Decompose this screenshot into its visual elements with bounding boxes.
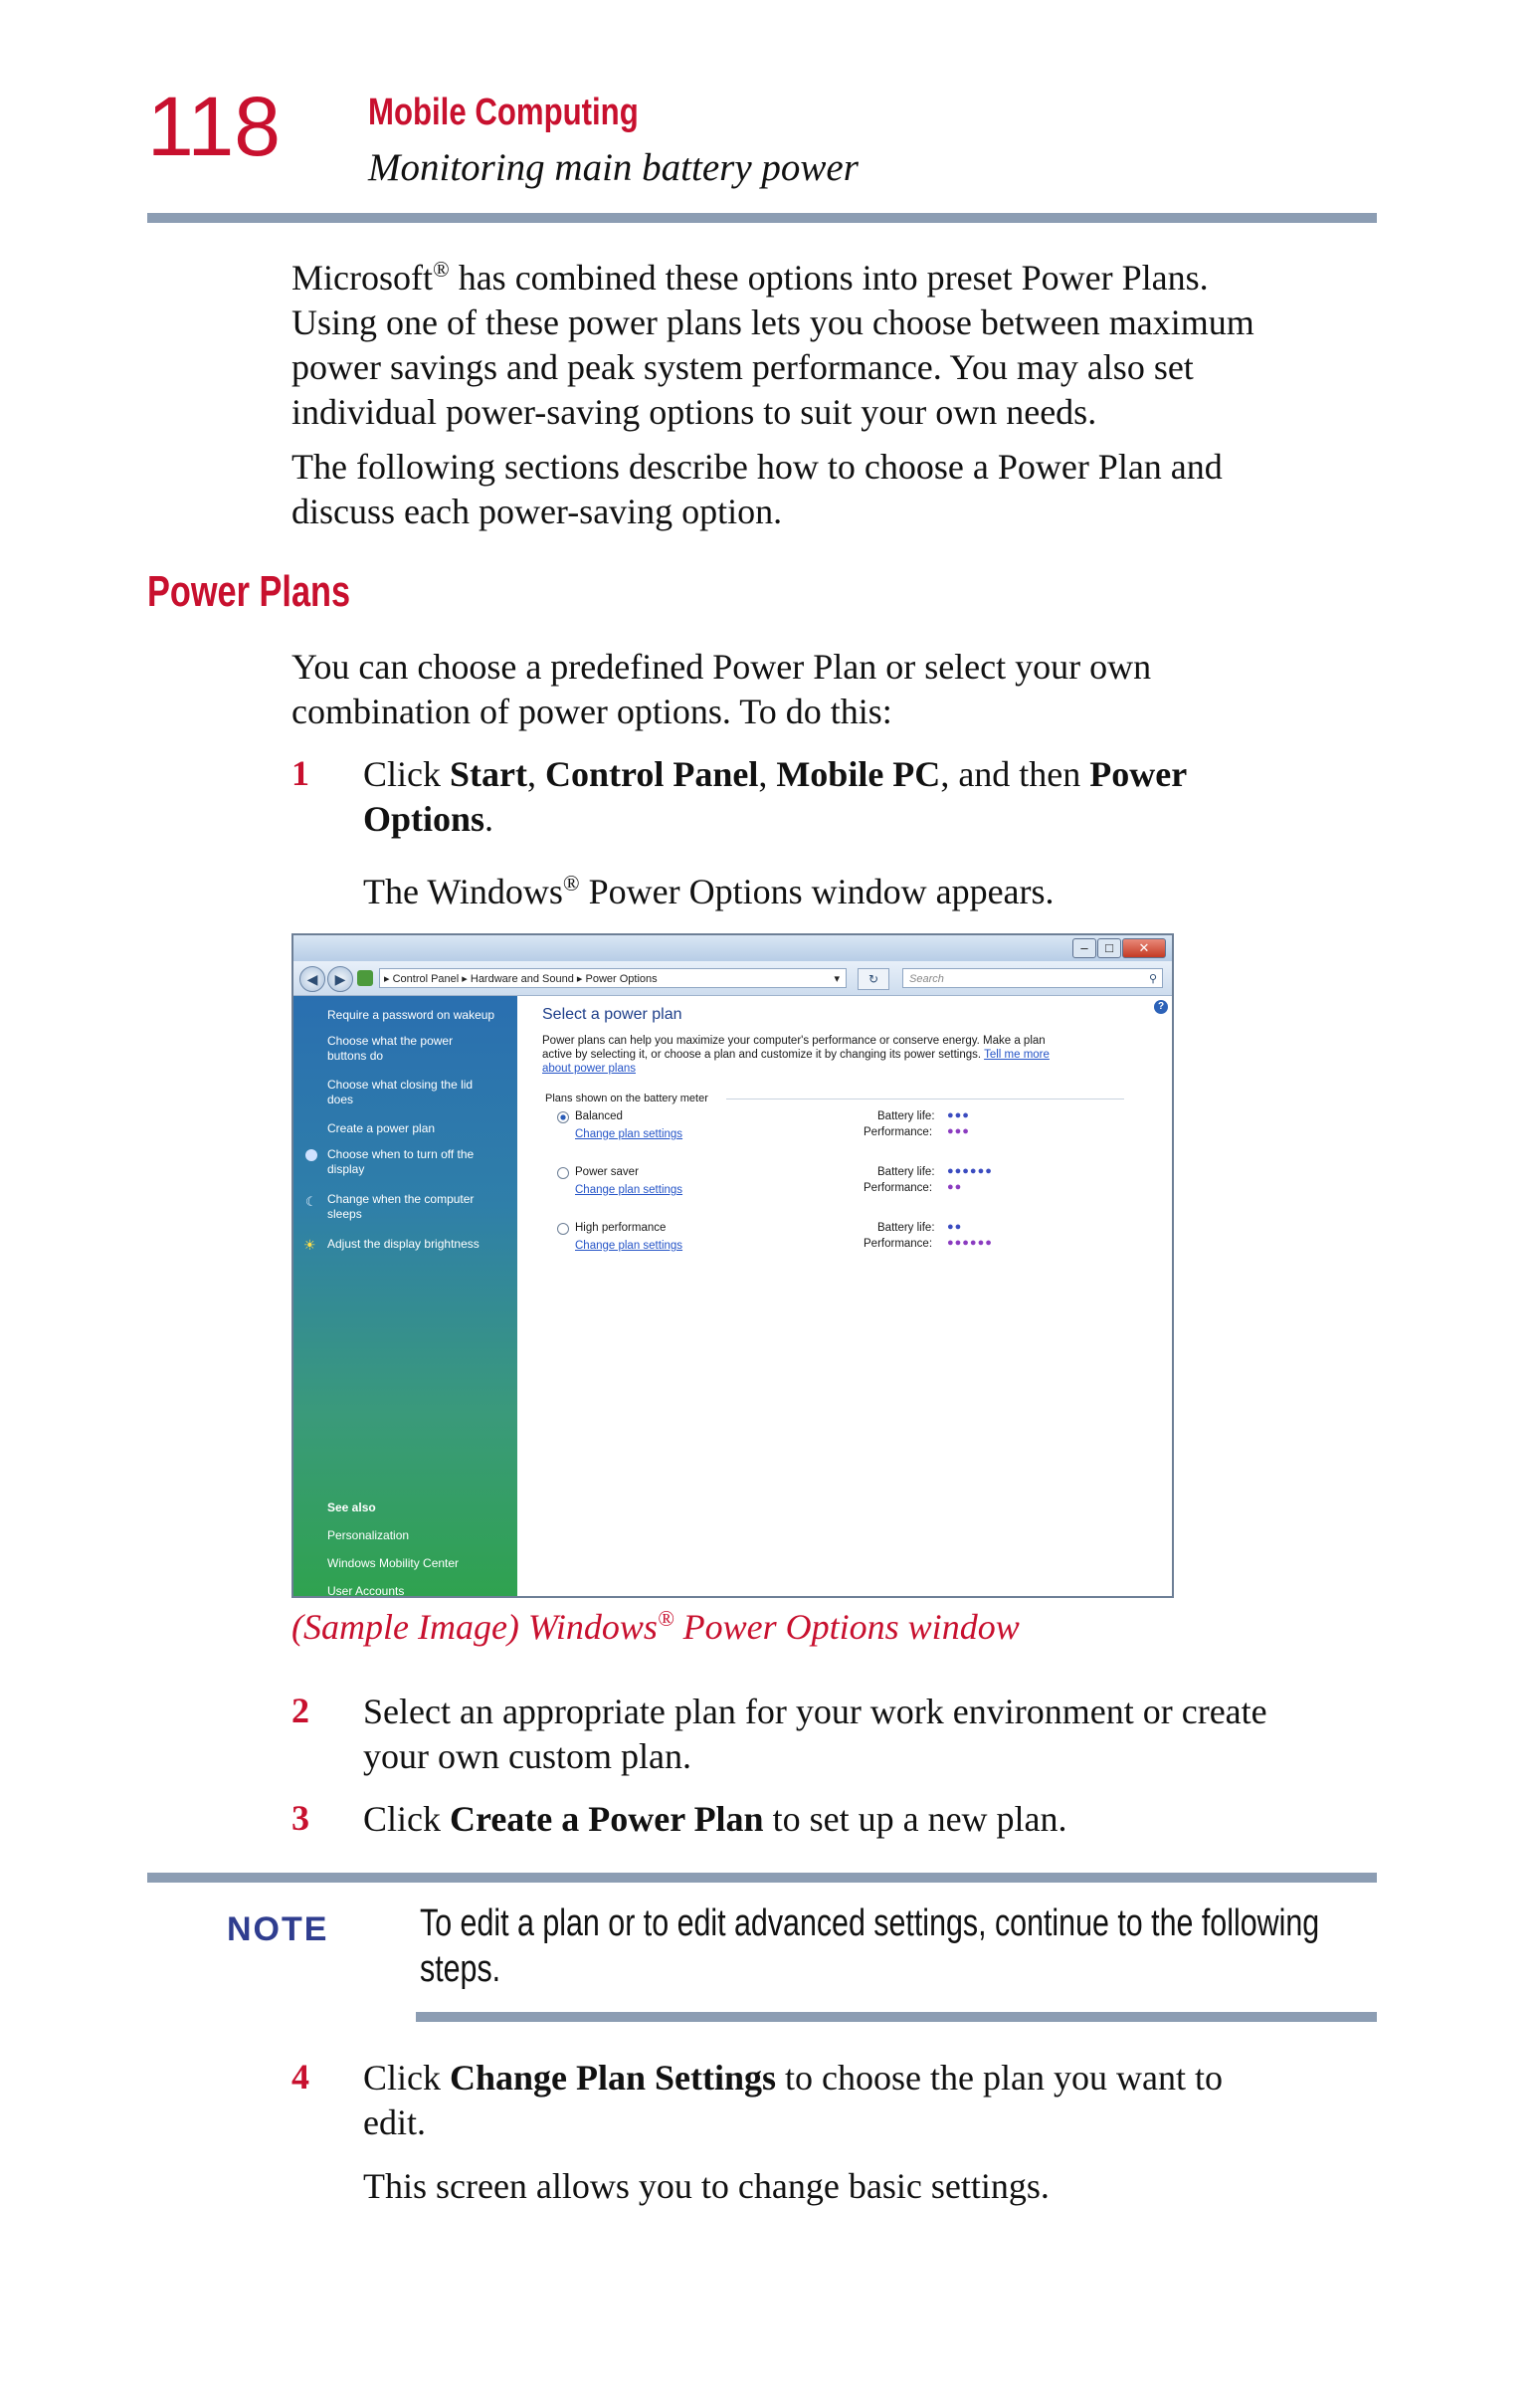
maximize-icon[interactable]: □ — [1097, 938, 1121, 958]
window-titlebar — [293, 935, 1172, 961]
step-4-result: This screen allows you to change basic settings. — [363, 2166, 1050, 2206]
sidebar-link[interactable]: Adjust the display brightness — [327, 1237, 480, 1251]
task-pane — [293, 996, 517, 1596]
step-number-4: 4 — [291, 2057, 309, 2097]
battery-life-rating: ●●●●●● — [947, 1165, 993, 1177]
step-number-2: 2 — [291, 1691, 309, 1730]
radio-button[interactable] — [557, 1223, 569, 1235]
tell-me-more-link-cont[interactable]: about power plans — [542, 1063, 636, 1075]
sidebar-link[interactable]: Choose what closing the lid does — [327, 1078, 474, 1106]
step-1-result: The Windows® Power Options window appears. — [363, 871, 1055, 911]
sidebar-link[interactable]: Create a power plan — [327, 1121, 436, 1135]
plans-group-label: Plans shown on the battery meter — [545, 1093, 708, 1104]
note-bottom-rule — [416, 2012, 1377, 2022]
performance-label: Performance: — [864, 1126, 933, 1138]
plan-name[interactable]: Balanced — [575, 1110, 623, 1122]
power-plans-lead: You can choose a predefined Power Plan or select your own combination of power options. To do this: — [291, 647, 1152, 731]
change-plan-settings-link[interactable]: Change plan settings — [575, 1128, 683, 1140]
subsection-title: Monitoring main battery power — [368, 146, 859, 189]
sidebar-link[interactable]: Change when the computer sleeps — [327, 1192, 475, 1221]
battery-life-rating: ●●● — [947, 1109, 970, 1121]
see-also-link[interactable]: User Accounts — [327, 1584, 405, 1598]
see-also-link[interactable]: Personalization — [327, 1528, 410, 1542]
step-number-1: 1 — [291, 753, 309, 793]
step-2-text: Select an appropriate plan for your work environment or create your own custom plan. — [363, 1692, 1267, 1776]
back-icon[interactable]: ◀ — [299, 966, 325, 992]
power-options-window — [291, 933, 1174, 1598]
intro-paragraph-1: Microsoft® has combined these options into preset Power Plans. Using one of these power plans lets you choose between maximum power savings and peak system performance. You may also set individual power-saving options to suit your own needs. — [291, 257, 1254, 432]
breadcrumb-item[interactable]: Control Panel — [392, 973, 460, 985]
sidebar-link[interactable]: Choose what the power buttons do — [327, 1034, 454, 1063]
main-pane — [517, 996, 1172, 1596]
pane-description: Power plans can help you maximize your computer's performance or conserve energy. Make a plan active by selecting it, or choose a plan and customize it by changing its power settings. Tell me more about power plans — [542, 1034, 1139, 1076]
breadcrumb[interactable]: ▸ Control Panel ▸ Hardware and Sound ▸ Power Options ▾ — [379, 968, 847, 988]
change-plan-settings-link[interactable]: Change plan settings — [575, 1184, 683, 1196]
performance-label: Performance: — [864, 1238, 933, 1250]
note-label: NOTE — [227, 1910, 329, 1948]
radio-button[interactable] — [557, 1111, 569, 1123]
help-icon[interactable]: ? — [1154, 1000, 1168, 1014]
chevron-down-icon[interactable]: ▾ — [834, 973, 840, 985]
note-top-rule — [147, 1873, 1377, 1883]
performance-rating: ●●●●●● — [947, 1237, 993, 1249]
step-1-text: Click Start, Control Panel, Mobile PC, and then Power Options. — [363, 754, 1188, 839]
breadcrumb-item[interactable]: Hardware and Sound — [470, 973, 574, 985]
plan-name[interactable]: High performance — [575, 1222, 667, 1234]
close-icon[interactable]: ✕ — [1122, 938, 1166, 958]
header-rule — [147, 213, 1377, 223]
plan-row — [557, 1221, 1134, 1261]
power-plans-heading: Power Plans — [147, 567, 351, 616]
pane-title: Select a power plan — [542, 1006, 682, 1023]
group-divider — [726, 1099, 1124, 1100]
search-icon[interactable]: ⚲ — [1148, 973, 1157, 985]
search-input[interactable]: Search ⚲ — [902, 968, 1163, 988]
forward-icon[interactable]: ▶ — [327, 966, 353, 992]
battery-life-label: Battery life: — [877, 1110, 935, 1122]
figure-caption: (Sample Image) Windows® Power Options window — [291, 1606, 1020, 1647]
performance-label: Performance: — [864, 1182, 933, 1194]
note-text: To edit a plan or to edit advanced settings, continue to the following steps. — [420, 1902, 1320, 1990]
step-number-3: 3 — [291, 1798, 309, 1838]
tell-me-more-link[interactable]: Tell me more — [984, 1049, 1050, 1061]
see-also-heading: See also — [327, 1500, 376, 1514]
battery-life-label: Battery life: — [877, 1166, 935, 1178]
step-4-text: Click Change Plan Settings to choose the plan you want to edit. — [363, 2058, 1223, 2142]
battery-life-label: Battery life: — [877, 1222, 935, 1234]
see-also-link[interactable]: Windows Mobility Center — [327, 1556, 460, 1570]
brightness-icon: ☀ — [303, 1237, 316, 1253]
radio-button[interactable] — [557, 1167, 569, 1179]
sidebar-link[interactable]: Choose when to turn off the display — [327, 1147, 475, 1176]
intro-paragraph-2: The following sections describe how to choose a Power Plan and discuss each power-saving option. — [291, 447, 1223, 531]
breadcrumb-item[interactable]: Power Options — [585, 973, 658, 985]
address-bar — [293, 961, 1172, 996]
display-icon — [305, 1149, 317, 1161]
refresh-icon[interactable]: ↻ — [858, 968, 889, 990]
battery-life-rating: ●● — [947, 1221, 963, 1233]
step-3-text: Click Create a Power Plan to set up a new plan. — [363, 1799, 1067, 1839]
minimize-icon[interactable]: – — [1072, 938, 1096, 958]
performance-rating: ●●● — [947, 1125, 970, 1137]
sidebar-link[interactable]: Require a password on wakeup — [327, 1008, 495, 1022]
change-plan-settings-link[interactable]: Change plan settings — [575, 1240, 683, 1252]
control-panel-icon — [357, 970, 373, 986]
moon-icon: ☾ — [305, 1194, 317, 1209]
plan-row — [557, 1165, 1134, 1205]
plan-row — [557, 1109, 1134, 1149]
performance-rating: ●● — [947, 1181, 963, 1193]
page-number: 118 — [147, 80, 281, 173]
section-title: Mobile Computing — [368, 92, 639, 133]
plan-name[interactable]: Power saver — [575, 1166, 639, 1178]
